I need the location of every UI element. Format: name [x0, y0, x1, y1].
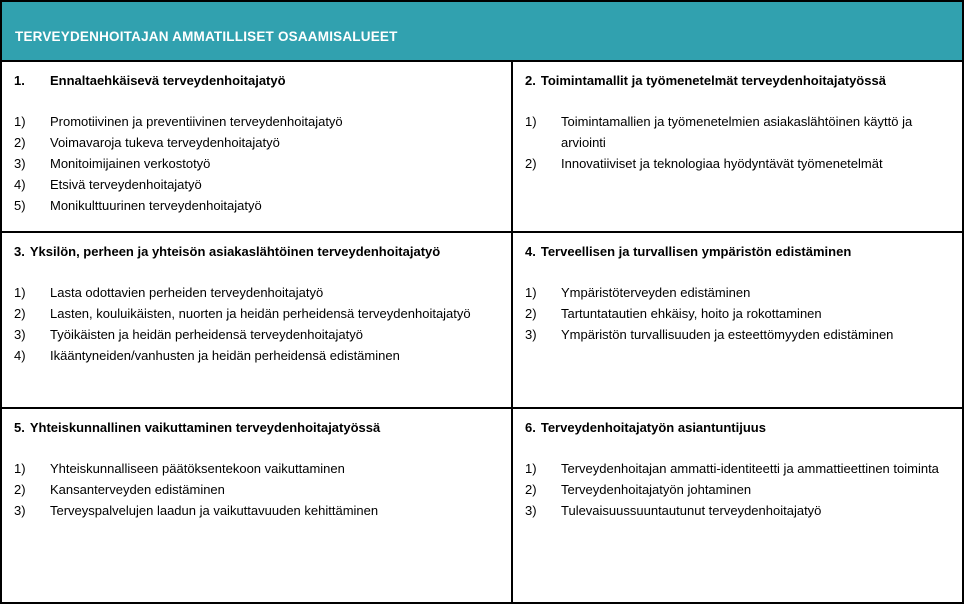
list-item: [525, 458, 952, 479]
cell-5-yhteiskunnallinen: [2, 407, 511, 602]
heading-text: Toimintamallit ja työmenetelmät terveydenhoitajatyössä: [540, 73, 886, 88]
list-item: [14, 324, 501, 345]
cell-2-toimintamallit: [511, 62, 962, 231]
list-item: [525, 500, 952, 521]
cell-4-heading: [525, 242, 952, 262]
item-text: Voimavaroja tukeva terveydenhoitajatyö: [50, 135, 280, 150]
item-number: 2): [525, 306, 537, 321]
heading-text: Terveydenhoitajatyön asiantuntijuus: [540, 420, 766, 435]
list-item: [525, 303, 952, 324]
item-number: 1): [525, 114, 537, 129]
list-item: [525, 153, 952, 174]
item-number: 3): [14, 156, 26, 171]
item-text: Lasten, kouluikäisten, nuorten ja heidän perheidensä terveydenhoitajatyö: [50, 306, 471, 321]
cell-4-items: [525, 282, 952, 345]
item-text: Työikäisten ja heidän perheidensä terveydenhoitajatyö: [50, 327, 363, 342]
list-item: [14, 153, 501, 174]
cell-3-items: [14, 282, 501, 366]
heading-number: 1.: [14, 73, 25, 88]
cell-2-heading: [525, 71, 952, 91]
cell-6-asiantuntijuus: [511, 407, 962, 602]
heading-number: 2.: [525, 73, 536, 88]
item-number: 1): [14, 285, 26, 300]
list-item: [525, 282, 952, 303]
item-number: 2): [14, 482, 26, 497]
item-text: Ikääntyneiden/vanhusten ja heidän perheidensä edistäminen: [50, 348, 400, 363]
item-number: 4): [14, 348, 26, 363]
cell-6-heading: [525, 418, 952, 438]
item-number: 2): [14, 306, 26, 321]
heading-text: Yhteiskunnallinen vaikuttaminen terveydenhoitajatyössä: [29, 420, 381, 435]
item-text: Terveydenhoitajatyön johtaminen: [561, 482, 752, 497]
item-number: 1): [525, 461, 537, 476]
item-text: Monitoimijainen verkostotyö: [50, 156, 211, 171]
cell-4-terveellisen-ympariston: [511, 231, 962, 407]
item-number: 3): [525, 327, 537, 342]
item-text: Kansanterveyden edistäminen: [50, 482, 225, 497]
heading-text: Terveellisen ja turvallisen ympäristön edistäminen: [540, 244, 852, 259]
cell-1-items: [14, 111, 501, 216]
table-header: [2, 2, 962, 62]
cell-5-items: [14, 458, 501, 521]
item-number: 3): [14, 327, 26, 342]
item-text: Monikulttuurinen terveydenhoitajatyö: [50, 198, 262, 213]
cell-3-yksilon-perheen: [2, 231, 511, 407]
list-item: [525, 479, 952, 500]
item-number: 1): [525, 285, 537, 300]
list-item: [14, 479, 501, 500]
table-title: TERVEYDENHOITAJAN AMMATILLISET OSAAMISALUEET: [15, 28, 398, 44]
item-text: Etsivä terveydenhoitajatyö: [50, 177, 202, 192]
table-grid: [2, 62, 962, 602]
item-number: 2): [525, 482, 537, 497]
item-text: Terveyspalvelujen laadun ja vaikuttavuuden kehittäminen: [50, 503, 379, 518]
list-item: [525, 324, 952, 345]
heading-number: 5.: [14, 420, 25, 435]
item-text: Toimintamallien ja työmenetelmien asiakaslähtöinen käyttö ja arviointi: [561, 114, 913, 150]
list-item: [14, 303, 501, 324]
cell-6-items: [525, 458, 952, 521]
item-text: Tartuntatautien ehkäisy, hoito ja rokottaminen: [561, 306, 822, 321]
list-item: [525, 111, 952, 153]
item-number: 4): [14, 177, 26, 192]
heading-text: Ennaltaehkäisevä terveydenhoitajatyö: [50, 73, 286, 88]
item-number: 1): [14, 461, 26, 476]
heading-number: 3.: [14, 244, 25, 259]
list-item: [14, 282, 501, 303]
item-number: 3): [14, 503, 26, 518]
heading-number: 4.: [525, 244, 536, 259]
cell-5-heading: [14, 418, 501, 438]
item-number: 2): [14, 135, 26, 150]
list-item: [14, 132, 501, 153]
item-text: Terveydenhoitajan ammatti-identiteetti ja ammattieettinen toiminta: [561, 461, 939, 476]
list-item: [14, 195, 501, 216]
item-text: Tulevaisuussuuntautunut terveydenhoitajatyö: [561, 503, 822, 518]
list-item: [14, 111, 501, 132]
cell-1-ennaltaehkaiseva: [2, 62, 511, 231]
list-item: [14, 500, 501, 521]
item-number: 3): [525, 503, 537, 518]
list-item: [14, 458, 501, 479]
list-item: [14, 345, 501, 366]
cell-1-heading: [14, 71, 501, 91]
list-item: [14, 174, 501, 195]
item-number: 5): [14, 198, 26, 213]
heading-text: Yksilön, perheen ja yhteisön asiakaslähtöinen terveydenhoitajatyö: [29, 244, 441, 259]
item-number: 1): [14, 114, 26, 129]
cell-3-heading: [14, 242, 501, 262]
item-number: 2): [525, 156, 537, 171]
item-text: Lasta odottavien perheiden terveydenhoitajatyö: [50, 285, 324, 300]
cell-2-items: [525, 111, 952, 174]
item-text: Innovatiiviset ja teknologiaa hyödyntävät työmenetelmät: [561, 156, 883, 171]
item-text: Ympäristön turvallisuuden ja esteettömyyden edistäminen: [561, 327, 894, 342]
heading-number: 6.: [525, 420, 536, 435]
item-text: Promotiivinen ja preventiivinen terveydenhoitajatyö: [50, 114, 343, 129]
item-text: Yhteiskunnalliseen päätöksentekoon vaikuttaminen: [50, 461, 345, 476]
item-text: Ympäristöterveyden edistäminen: [561, 285, 751, 300]
